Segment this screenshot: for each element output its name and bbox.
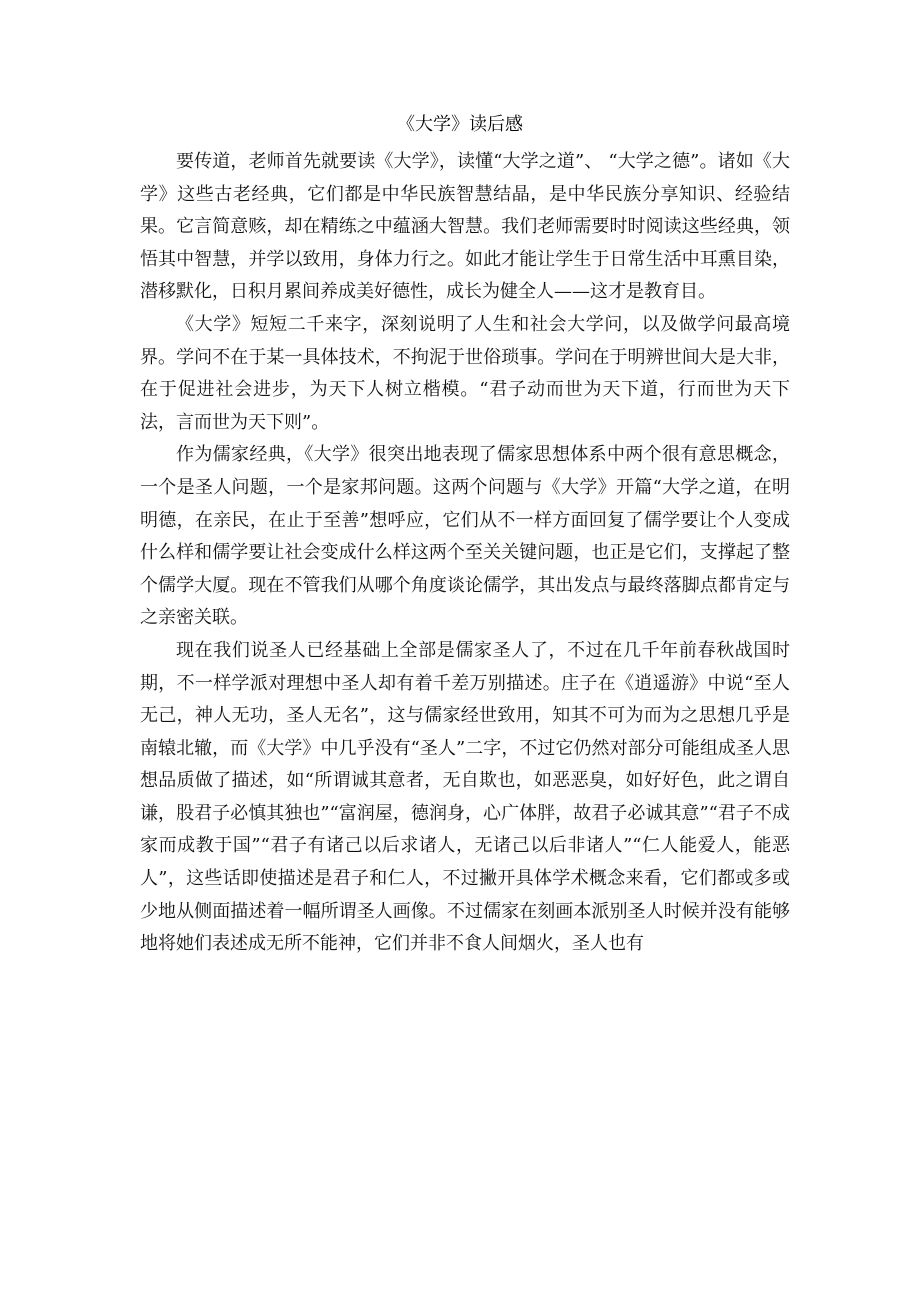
document-title: 《大学》读后感 <box>397 114 523 135</box>
paragraph-2: 《大学》短短二千来字，深刻说明了人生和社会大学问，以及做学问最高境界。学问不在于某一具体技术，不拘泥于世俗琐事。学问在于明辨世间大是大非，在于促进社会进步，为天下人树立楷模。“君子动而世为天下道，行而世为天下法，言而世为天下则”。 <box>140 313 790 433</box>
document-body <box>140 146 790 961</box>
paragraph-4: 现在我们说圣人已经基础上全部是儒家圣人了，不过在几千年前春秋战国时期，不一样学派对理想中圣人却有着千差万别描述。庄子在《逍遥游》中说“至人无己，神人无功，圣人无名”，这与儒家经世致用，知其不可为而为之思想几乎是南辕北辙，而《大学》中几乎没有“圣人”二字，不过它仍然对部分可能组成圣人思想品质做了描述，如“所谓诚其意者，无自欺也，如恶恶臭，如好好色，此之谓自谦，股君子必慎其独也”“富润屋，德润身，心广体胖，故君子必诚其意”“君子不成家而成教于国”“君子有诸己以后求诸人，无诸己以后非诸人”“仁人能爱人，能恶人”，这些话即使描述是君子和仁人，不过撇开具体学术概念来看，它们都或多或少地从侧面描述着一幅所谓圣人画像。不过儒家在刻画本派别圣人时候并没有能够地将她们表述成无所不能神，它们并非不食人间烟火，圣人也有 <box>140 639 790 955</box>
paragraph-1: 要传道，老师首先就要读《大学》，读懂“大学之道”、 “大学之德”。诸如《大学》这些古老经典，它们都是中华民族智慧结晶，是中华民族分享知识、经验结果。它言简意赅，却在精练之中蕴涵大智慧。我们老师需要时时阅读这些经典，领悟其中智慧，并学以致用，身体力行之。如此才能让学生于日常生活中耳熏目染，潜移默化，日积月累间养成美好德性，成长为健全人——这才是教育目。 <box>140 151 790 303</box>
paragraph-3: 作为儒家经典，《大学》很突出地表现了儒家思想体系中两个很有意思概念，一个是圣人问题，一个是家邦问题。这两个问题与《大学》开篇“大学之道，在明明德，在亲民，在止于至善”想呼应，它们从不一样方面回复了儒学要让个人变成什么样和儒学要让社会变成什么样这两个至关关键问题，也正是它们，支撑起了整个儒学大厦。现在不管我们从哪个角度谈论儒学，其出发点与最终落脚点都肯定与之亲密关联。 <box>140 444 790 629</box>
